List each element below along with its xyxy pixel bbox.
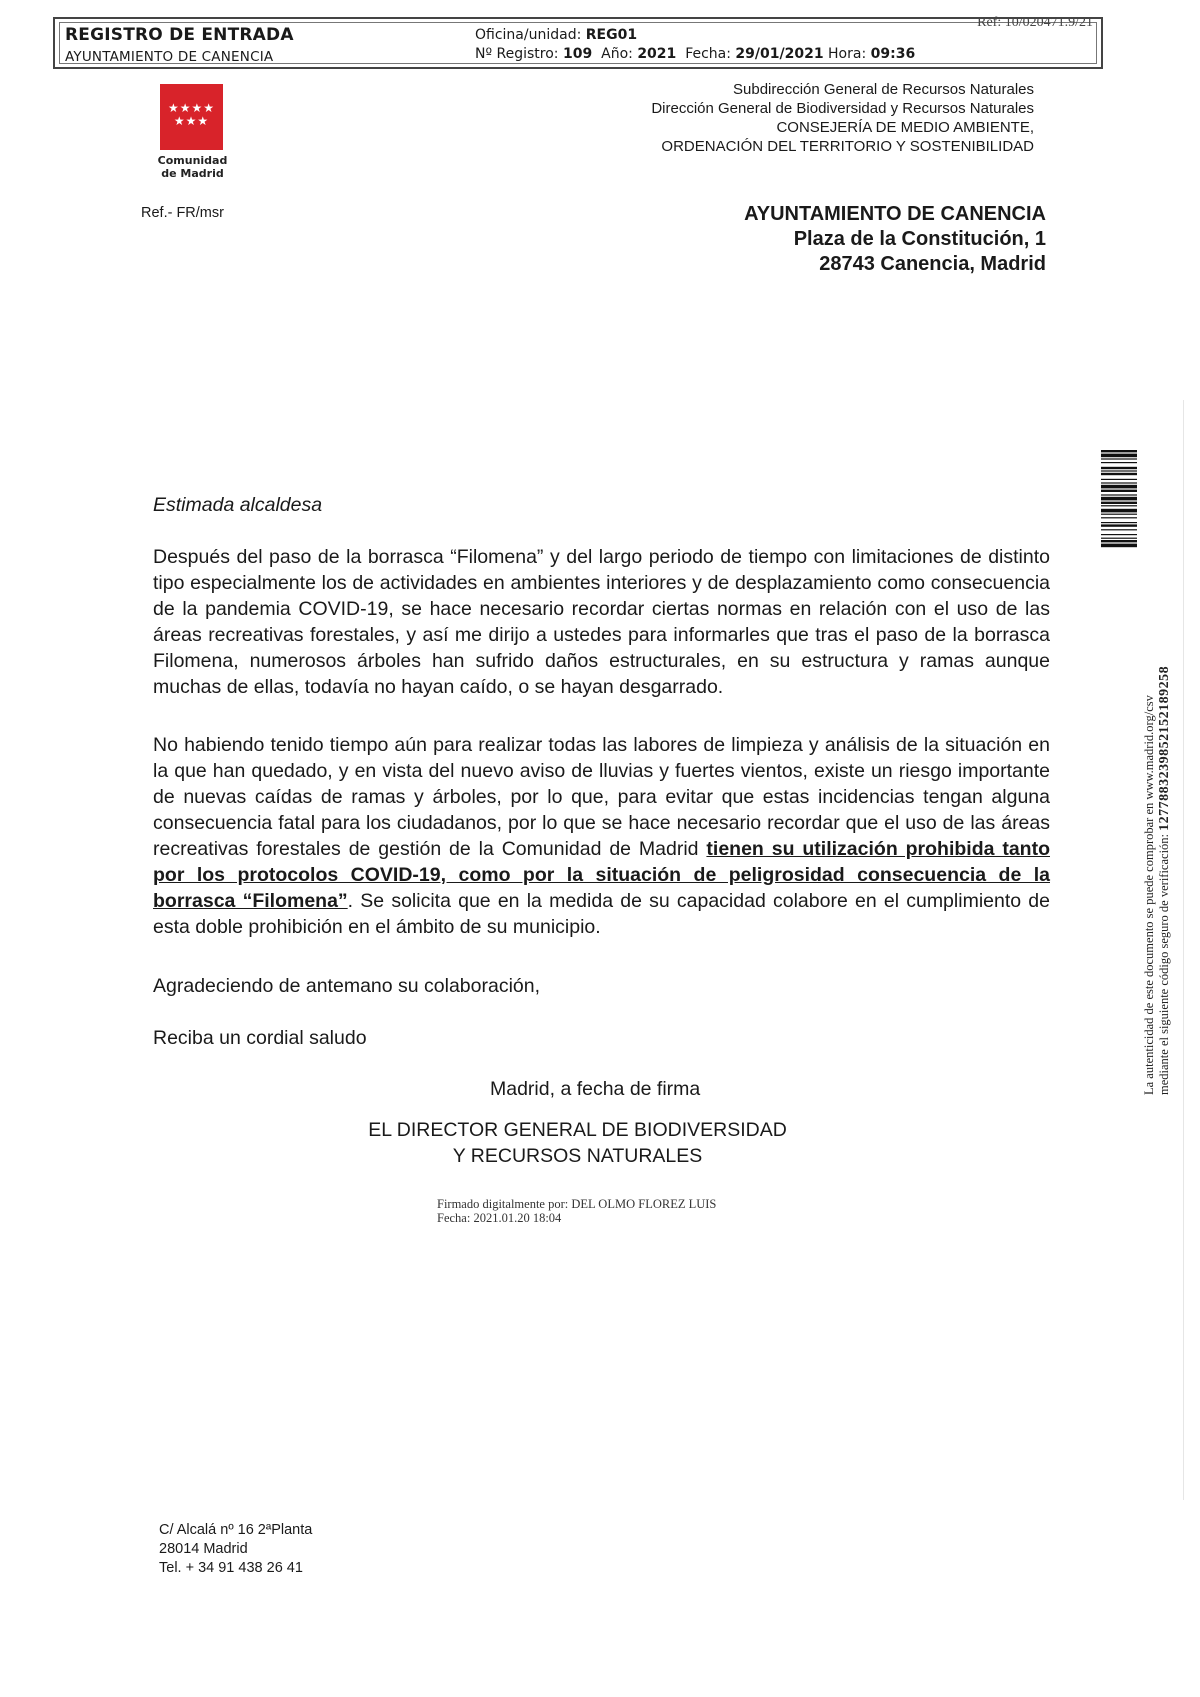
signer-title-line2: Y RECURSOS NATURALES (452, 1145, 703, 1167)
logo-text-line1: Comunidad (157, 154, 228, 167)
office-label: Oficina/unidad: (475, 27, 582, 43)
signature-signer: Firmado digitalmente por: DEL OLMO FLOREZ LUIS (437, 1197, 717, 1211)
signer-title (300, 1117, 855, 1169)
paragraph-2-start: No habiendo tenido tiempo aún para realizar todas las labores de limpieza y análisis de la situación en la que han quedado, y en vista del nuevo aviso de lluvias y fuertes vientos, existe un riesgo importante de nuevas caídas de ramas y árboles, por lo que, para evitar que estas incidencias tengan alguna consecuencia fatal para los ciudadanos, por lo que se hace necesario recordar que el uso de las áreas recreativas forestales de gestión de la Comunidad de Madrid (153, 734, 1050, 860)
letter-paragraph-1: Después del paso de la borrasca “Filomena” y del largo periodo de tiempo con limitaciones de distinto tipo especialmente los de actividades en ambientes interiores y de desplazamiento como consecuencia de la pandemia COVID-19, se hace necesario recordar ciertas normas en relación con el uso de las áreas recreativas forestales, y así me dirijo a ustedes para informarles que tras el paso de la borrasca Filomena, numerosos árboles han sufrido daños estructurales, en su estructura y ramas aunque muchas de ellas, todavía no hayan caído, o se hayan desgarrado. (153, 546, 1050, 698)
department-line3: CONSEJERÍA DE MEDIO AMBIENTE, (776, 119, 1034, 136)
stars-icon: ★★★★ ★★★ (167, 101, 216, 128)
comunidad-madrid-logo (157, 84, 230, 180)
paragraph-2-end: . Se solicita que en la medida de su capacidad colabore en el cumplimiento de esta doble prohibición en el ámbito de su municipio. (153, 890, 1050, 938)
recipient-city: 28743 Canencia, Madrid (819, 253, 1046, 275)
recipient-street: Plaza de la Constitución, 1 (793, 228, 1046, 250)
stamp-office (475, 27, 637, 43)
time-value: 09:36 (870, 46, 916, 62)
logo-text-line2: de Madrid (161, 167, 224, 180)
registry-value: 109 (562, 46, 593, 62)
recipient-address (744, 202, 1046, 277)
stamp-title: REGISTRO DE ENTRADA (65, 25, 294, 45)
stamp-subtitle: AYUNTAMIENTO DE CANENCIA (65, 49, 274, 65)
paragraph-2-emphasis: tienen su utilización prohibida tanto por los protocolos COVID-19, como por la situación de peligrosidad consecuencia de la borrasca “Filomena” (153, 838, 1050, 912)
footer-address (159, 1521, 312, 1578)
registry-label: Nº Registro: (475, 46, 559, 62)
year-value: 2021 (637, 46, 677, 62)
recipient-name: AYUNTAMIENTO DE CANENCIA (744, 203, 1046, 225)
verification-line1: La autenticidad de este documento se puede comprobar en www.madrid.org/csv (1142, 695, 1156, 1095)
date-value: 29/01/2021 (735, 46, 824, 62)
verification-text (1142, 615, 1172, 1095)
letter-paragraph-2 (153, 732, 1050, 940)
letter-greeting: Estimada alcaldesa (153, 494, 323, 516)
year-label: Año: (601, 46, 633, 62)
letter-closing-thanks: Agradeciendo de antemano su colaboración, (153, 975, 541, 997)
signer-title-line1: EL DIRECTOR GENERAL DE BIODIVERSIDAD (368, 1119, 787, 1141)
office-value: REG01 (585, 27, 638, 43)
footer-city: 28014 Madrid (159, 1541, 248, 1557)
digital-signature (437, 1197, 716, 1225)
time-label: Hora: (828, 46, 867, 62)
madrid-flag-icon (160, 84, 223, 150)
date-label: Fecha: (685, 46, 731, 62)
document-reference: Ref.- FR/msr (141, 205, 224, 221)
letter-closing-regards: Reciba un cordial saludo (153, 1027, 367, 1049)
page-edge-line (1183, 400, 1184, 1500)
signature-date: Fecha: 2021.01.20 18:04 (437, 1211, 562, 1225)
department-line4: ORDENACIÓN DEL TERRITORIO Y SOSTENIBILIDAD (661, 138, 1034, 155)
logo-text (150, 154, 235, 180)
barcode-icon (1101, 450, 1137, 620)
registry-stamp (53, 17, 1103, 69)
stamp-reference: Ref: 10/020471.9/21 (977, 15, 1093, 30)
stamp-registry-details (475, 46, 915, 62)
footer-phone: Tel. + 34 91 438 26 41 (159, 1560, 303, 1576)
verification-label: mediante el siguiente código seguro de verificación: (1157, 833, 1171, 1095)
footer-street: C/ Alcalá nº 16 2ªPlanta (159, 1522, 313, 1538)
verification-line2 (1157, 615, 1172, 1095)
department-line2: Dirección General de Biodiversidad y Recursos Naturales (651, 100, 1034, 117)
department-header (651, 80, 1034, 156)
department-line1: Subdirección General de Recursos Naturales (733, 81, 1034, 98)
place-and-date: Madrid, a fecha de firma (490, 1078, 701, 1100)
verification-code: 1277883239852152189258 (1157, 665, 1172, 831)
